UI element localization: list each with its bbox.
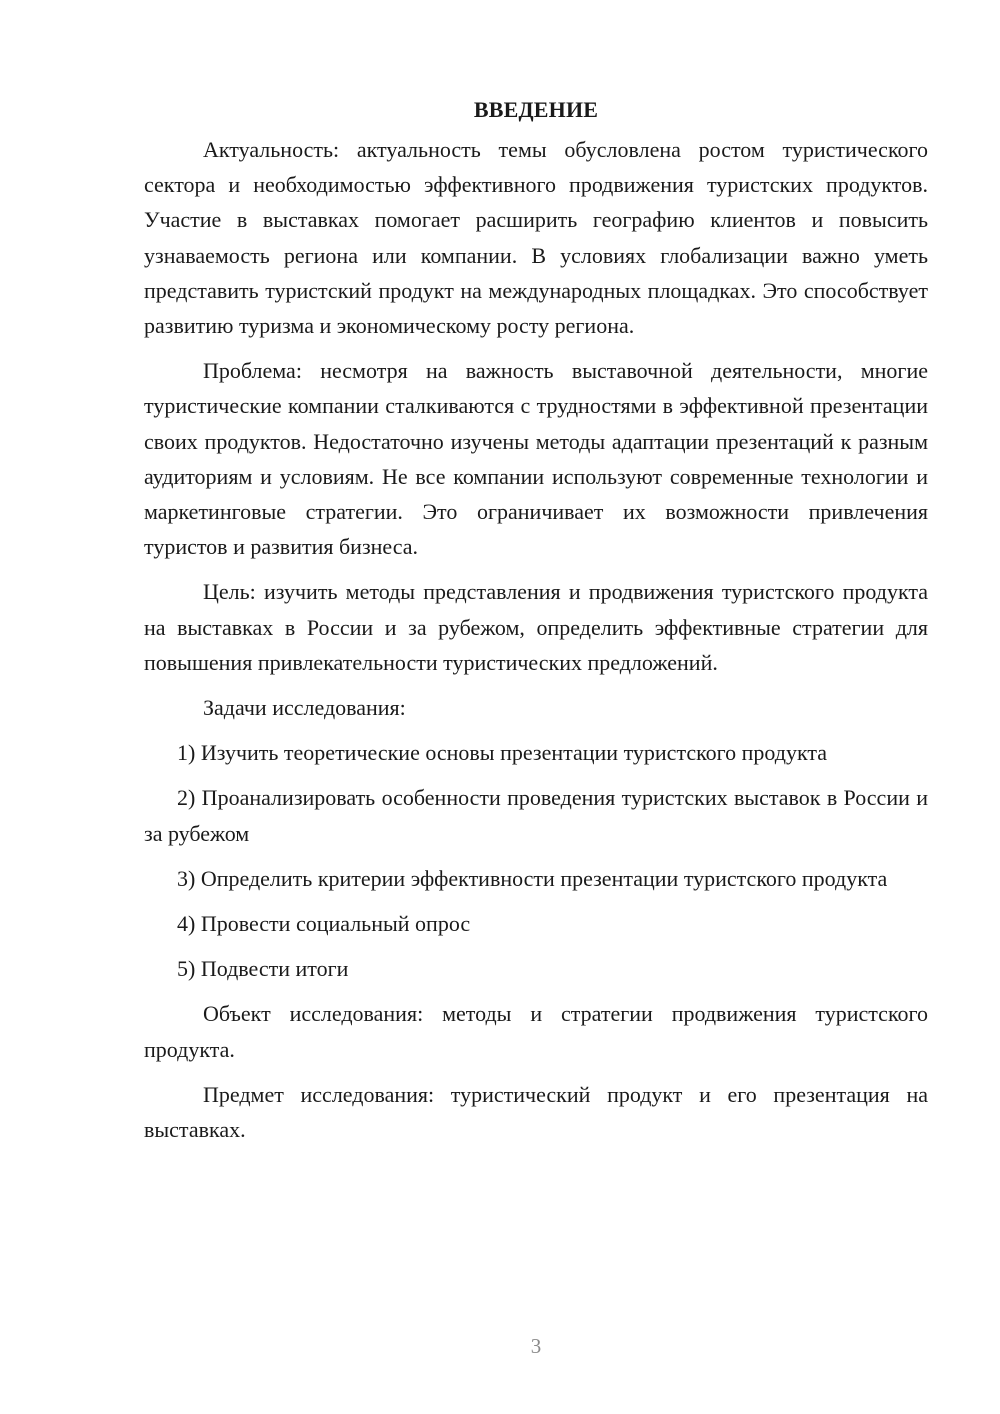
list-item: 4) Провести социальный опрос bbox=[177, 911, 471, 937]
research-subject-paragraph: Предмет исследования: туристический продукт и его презентация на выставках. bbox=[144, 1081, 928, 1143]
relevance-paragraph: Актуальность: актуальность темы обусловлена ростом туристического сектора и необходимостью эффективного продвижения туристских продуктов. Участие в выставках помогает расширить географию клиентов и повысить узнаваемость региона или компании. В условиях глобализации важно уметь представить туристский продукт на международных площадках. Это способствует развитию туризма и экономическому росту региона. bbox=[144, 137, 928, 339]
research-object-paragraph: Объект исследования: методы и стратегии продвижения туристского продукта. bbox=[144, 1001, 928, 1062]
goal-paragraph: Цель: изучить методы представления и продвижения туристского продукта на выставках в России и за рубежом, определить эффективные стратегии для повышения привлекательности туристических предложений. bbox=[144, 579, 928, 675]
page-content bbox=[144, 94, 928, 1147]
list-item: 5) Подвести итоги bbox=[177, 956, 349, 982]
tasks-intro: Задачи исследования: bbox=[203, 695, 406, 721]
list-item: 2) Проанализировать особенности проведения туристских выставок в России и за рубежом bbox=[144, 785, 928, 846]
problem-paragraph: Проблема: несмотря на важность выставочной деятельности, многие туристические компании сталкиваются с трудностями в эффективной презентации своих продуктов. Недостаточно изучены методы адаптации презентаций к разным аудиториям и условиям. Не все компании используют современные технологии и маркетинговые стратегии. Это ограничивает их возможности привлечения туристов и развития бизнеса. bbox=[144, 358, 928, 560]
section-heading: ВВЕДЕНИЕ bbox=[473, 97, 599, 122]
list-item: 3) Определить критерии эффективности презентации туристского продукта bbox=[177, 865, 888, 891]
page-number: 3 bbox=[530, 1334, 542, 1358]
list-item: 1) Изучить теоретические основы презентации туристского продукта bbox=[177, 740, 828, 766]
